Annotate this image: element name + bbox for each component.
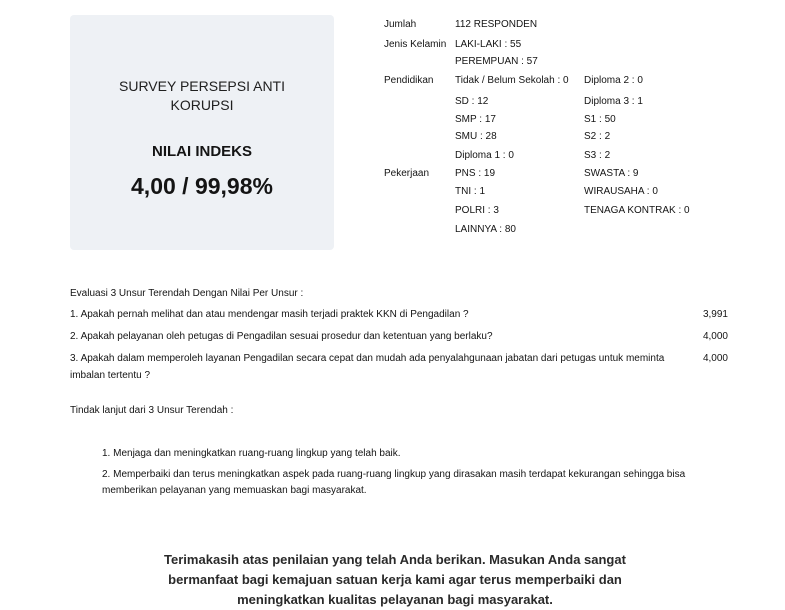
survey-title-line-1: SURVEY PERSEPSI ANTI [119,78,285,94]
gender-male: LAKI-LAKI : 55 [455,39,522,50]
pekerjaan-item: PNS : 19 [455,168,496,179]
followup-item: 2. Memperbaiki dan terus meningkatkan aspek pada ruang-ruang lingkup yang dirasakan masih terdapat kekurangan sehingga bisa memberikan pelayanan yang memuaskan bagi masyarakat. [102,469,686,496]
index-card [70,15,334,250]
pekerjaan-label: Pekerjaan [384,168,430,179]
evaluation-question: 1. Apakah pernah melihat dan atau mendengar masih terjadi praktek KKN di Pengadilan ? [70,309,469,320]
evaluation-score: 4,000 [702,353,728,364]
evaluation-score: 4,000 [702,331,728,342]
pekerjaan-item: SWASTA : 9 [584,168,639,179]
jumlah-value: 112 RESPONDEN [455,19,538,30]
pendidikan-item: S1 : 50 [584,114,616,125]
evaluation-question: 2. Apakah pelayanan oleh petugas di Pengadilan sesuai prosedur dan ketentuan yang berlaku? [70,331,493,342]
pendidikan-item: SMU : 28 [455,131,497,142]
thank-you-message: Terimakasih atas penilaian yang telah Anda berikan. Masukan Anda sangat bermanfaat bagi kemajuan satuan kerja kami agar terus memperbaiki dan meningkatkan kualitas pelayanan bagi masyarakat. [164,552,626,607]
pendidikan-label: Pendidikan [384,75,434,86]
pendidikan-item: Diploma 2 : 0 [584,75,643,86]
pekerjaan-item: WIRAUSAHA : 0 [584,186,658,197]
evaluation-item [70,350,730,384]
followup-section [70,404,730,504]
pendidikan-item: Diploma 3 : 1 [584,96,643,107]
pekerjaan-item: LAINNYA : 80 [455,224,516,235]
pendidikan-item: Diploma 1 : 0 [455,150,514,161]
pendidikan-item: S3 : 2 [584,150,611,161]
evaluation-item [70,306,730,323]
pendidikan-item: SD : 12 [455,96,489,107]
survey-title [70,77,334,115]
jumlah-label: Jumlah [384,19,417,30]
survey-title-line-2: KORUPSI [170,97,234,113]
index-label: NILAI INDEKS [151,143,252,160]
evaluation-score: 3,991 [702,309,728,320]
followup-item: 1. Menjaga dan meningkatkan ruang-ruang lingkup yang telah baik. [102,448,401,459]
pendidikan-item: SMP : 17 [455,114,496,125]
pendidikan-item: Tidak / Belum Sekolah : 0 [455,75,569,86]
evaluation-question: 3. Apakah dalam memperoleh layanan Pengadilan secara cepat dan mudah ada penyalahgunaan jabatan dari petugas untuk meminta imbalan tertentu ? [70,353,665,381]
followup-heading: Tindak lanjut dari 3 Unsur Terendah : [70,405,234,416]
pendidikan-item: S2 : 2 [584,131,611,142]
evaluation-section [70,287,730,384]
gender-label: Jenis Kelamin [384,39,447,50]
evaluation-heading: Evaluasi 3 Unsur Terendah Dengan Nilai Per Unsur : [70,288,304,299]
pekerjaan-item: TNI : 1 [455,186,486,197]
pekerjaan-item: POLRI : 3 [455,205,499,216]
gender-female: PEREMPUAN : 57 [455,56,538,67]
evaluation-item [70,328,730,345]
index-value: 4,00 / 99,98% [131,173,273,199]
pekerjaan-item: TENAGA KONTRAK : 0 [584,205,690,216]
